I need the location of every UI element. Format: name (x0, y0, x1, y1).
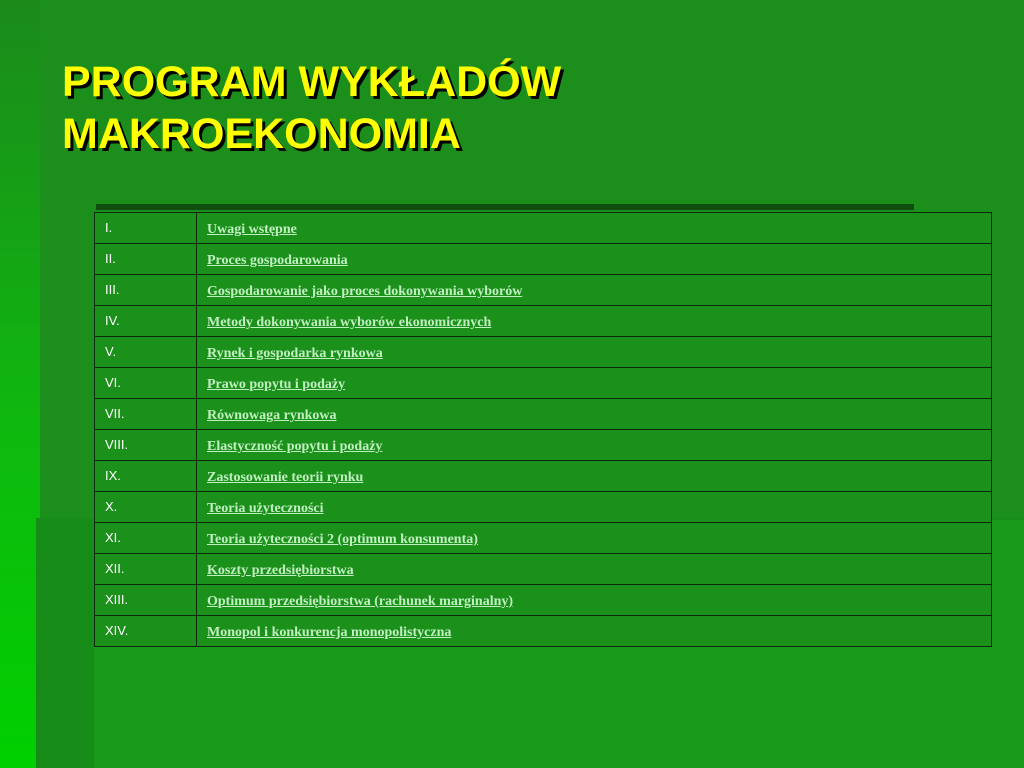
lecture-number: XII. (95, 554, 197, 585)
lecture-number: X. (95, 492, 197, 523)
table-row (95, 399, 992, 430)
lecture-topic-link[interactable]: Uwagi wstępne (207, 222, 297, 237)
lecture-topic-link[interactable]: Proces gospodarowania (207, 253, 348, 268)
lecture-topic-link[interactable]: Gospodarowanie jako proces dokonywania wyborów (207, 284, 523, 299)
lecture-topic-cell (197, 585, 992, 616)
lecture-number: XI. (95, 523, 197, 554)
lecture-number: VII. (95, 399, 197, 430)
table-row (95, 368, 992, 399)
table-row (95, 244, 992, 275)
lecture-topic-cell (197, 368, 992, 399)
lecture-number: IV. (95, 306, 197, 337)
lecture-program-table (94, 212, 992, 647)
lecture-topic-cell (197, 492, 992, 523)
lecture-number: IX. (95, 461, 197, 492)
slide-title-line-2: MAKROEKONOMIA (62, 110, 461, 158)
lecture-topic-cell (197, 523, 992, 554)
lecture-topic-cell (197, 399, 992, 430)
table-row (95, 523, 992, 554)
lecture-topic-link[interactable]: Optimum przedsiębiorstwa (rachunek marginalny) (207, 594, 514, 609)
lecture-topic-cell (197, 461, 992, 492)
lecture-number: XIV. (95, 616, 197, 647)
background-gradient-strip (0, 0, 40, 768)
lecture-number: II. (95, 244, 197, 275)
lecture-topic-cell (197, 337, 992, 368)
lecture-topic-link[interactable]: Monopol i konkurencja monopolistyczna (207, 625, 452, 640)
lecture-number: V. (95, 337, 197, 368)
lecture-number: VIII. (95, 430, 197, 461)
table-row (95, 275, 992, 306)
lecture-topic-cell (197, 616, 992, 647)
table-row (95, 554, 992, 585)
lecture-topic-link[interactable]: Teoria użyteczności 2 (optimum konsumenta) (207, 532, 478, 547)
table-row (95, 616, 992, 647)
lecture-topic-cell (197, 554, 992, 585)
lecture-topic-link[interactable]: Koszty przedsiębiorstwa (207, 563, 354, 578)
lecture-topic-link[interactable]: Rynek i gospodarka rynkowa (207, 346, 383, 361)
lecture-topic-link[interactable]: Równowaga rynkowa (207, 408, 337, 423)
lecture-topic-cell (197, 306, 992, 337)
table-row (95, 585, 992, 616)
decorative-bar-top (96, 204, 914, 210)
table-row (95, 337, 992, 368)
lecture-number: VI. (95, 368, 197, 399)
lecture-number: XIII. (95, 585, 197, 616)
slide-title-line-1: PROGRAM WYKŁADÓW (62, 58, 562, 106)
slide-title (62, 56, 561, 160)
table-row (95, 213, 992, 244)
lecture-topic-cell (197, 430, 992, 461)
table-row (95, 430, 992, 461)
lecture-topic-link[interactable]: Elastyczność popytu i podaży (207, 439, 383, 454)
lecture-number: I. (95, 213, 197, 244)
table-row (95, 306, 992, 337)
lecture-topic-link[interactable]: Zastosowanie teorii rynku (207, 470, 364, 485)
lecture-topic-link[interactable]: Metody dokonywania wyborów ekonomicznych (207, 315, 492, 330)
lecture-topic-cell (197, 213, 992, 244)
lecture-topic-cell (197, 275, 992, 306)
lecture-topic-cell (197, 244, 992, 275)
table-row (95, 492, 992, 523)
lecture-topic-link[interactable]: Prawo popytu i podaży (207, 377, 346, 392)
table-row (95, 461, 992, 492)
lecture-topic-link[interactable]: Teoria użyteczności (207, 501, 324, 516)
lecture-number: III. (95, 275, 197, 306)
